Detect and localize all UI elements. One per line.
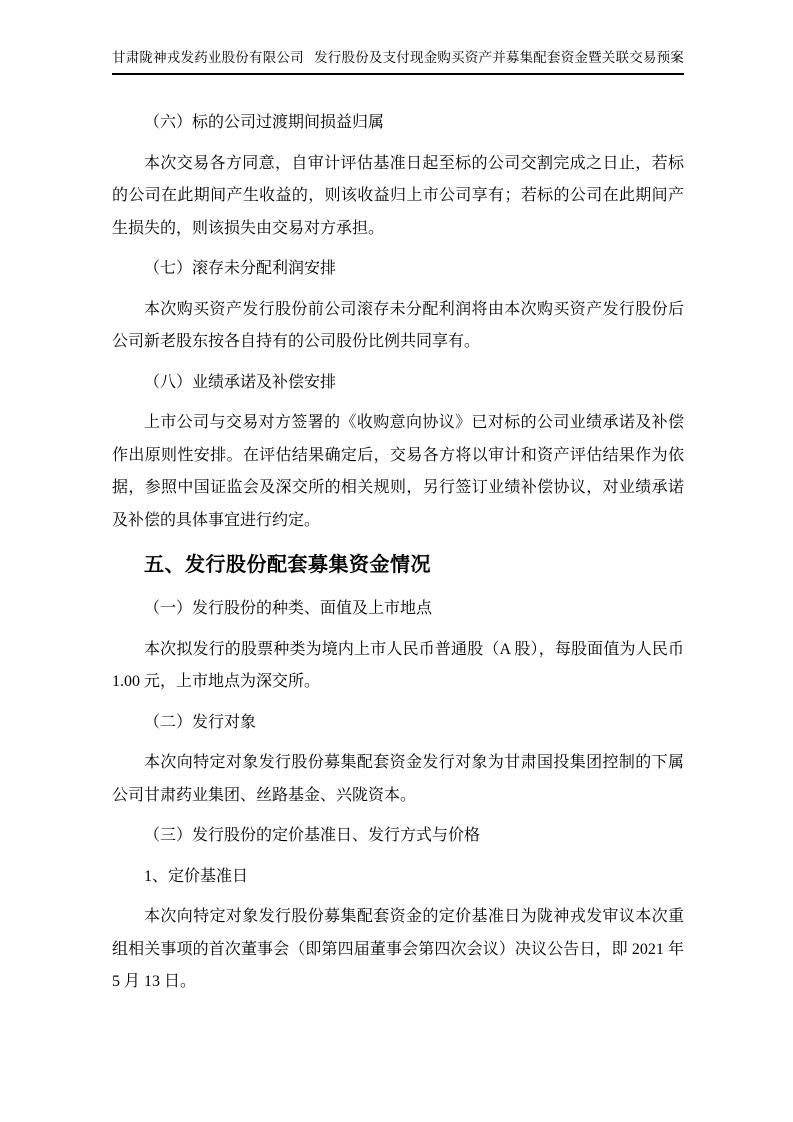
numbered-item-heading-1: 1、定价基准日	[144, 867, 249, 885]
subsection-heading-7: （七）滚存未分配利润安排	[144, 260, 337, 277]
header-company-name: 甘肃陇神戎发药业股份有限公司	[112, 50, 304, 65]
body-paragraph: 本次向特定对象发行股份募集配套资金发行对象为甘肃国投集团控制的下属公司甘肃药业集团、丝路基金、兴陇资本。	[112, 754, 684, 804]
subsection-heading-1: （一）发行股份的种类、面值及上市地点	[144, 600, 433, 617]
body-paragraph: 本次向特定对象发行股份募集配套资金的定价基准日为陇神戎发审议本次重组相关事项的首次董事会（即第四届董事会第四次会议）决议公告日，即 2021 年 5 月 13 日。	[112, 908, 684, 990]
subsection-heading-6: （六）标的公司过渡期间损益归属	[144, 114, 385, 131]
subsection-heading-3: （三）发行股份的定价基准日、发行方式与价格	[144, 827, 481, 844]
body-paragraph: 上市公司与交易对方签署的《收购意向协议》已对标的公司业绩承诺及补偿作出原则性安排。在评估结果确定后，交易各方将以审计和资产评估结果作为依据，参照中国证监会及深交所的相关规则，另行签订业绩补偿协议，对业绩承诺及补偿的具体事宜进行约定。	[112, 414, 684, 529]
subsection-heading-2: （二）发行对象	[144, 713, 257, 731]
chapter-heading-5: 五、发行股份配套募集资金情况	[144, 554, 431, 576]
body-paragraph: 本次拟发行的股票种类为境内上市人民币普通股（A 股），每股面值为人民币 1.00 元，上市地点为深交所。	[112, 640, 684, 690]
body-paragraph: 本次购买资产发行股份前公司滚存未分配利润将由本次购买资产发行股份后公司新老股东按各自持有的公司股份比例共同享有。	[112, 300, 684, 350]
page-header	[112, 50, 684, 75]
document-body	[112, 107, 684, 999]
header-document-title: 发行股份及支付现金购买资产并募集配套资金暨关联交易预案	[314, 50, 684, 65]
body-paragraph: 本次交易各方同意，自审计评估基准日起至标的公司交割完成之日止，若标的公司在此期间产生收益的，则该收益归上市公司享有；若标的公司在此期间产生损失的，则该损失由交易对方承担。	[112, 154, 684, 237]
subsection-heading-8: （八）业绩承诺及补偿安排	[144, 373, 337, 391]
